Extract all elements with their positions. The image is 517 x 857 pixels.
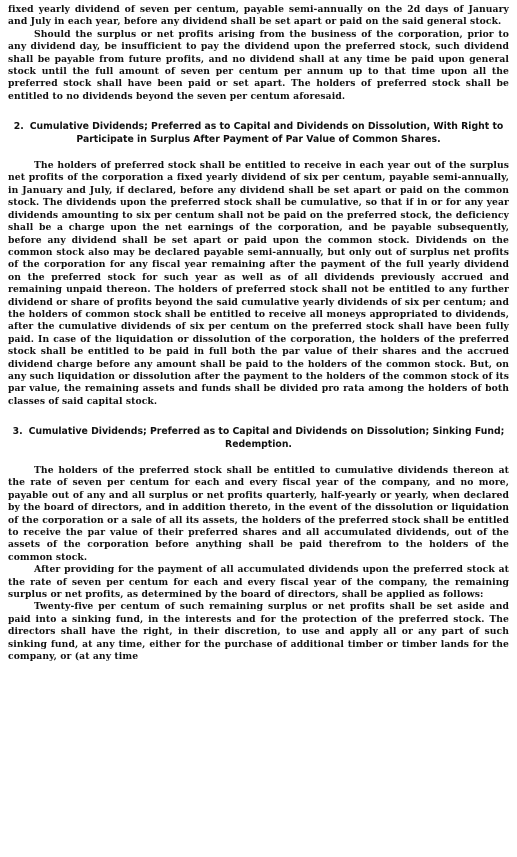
paragraph: Should the surplus or net profits arising from the business of the corporation, prior to any dividend day, be insufficient to pay the dividend upon the preferred stock, such dividend shall be payable from future profits, and no dividend shall at any time be paid upon general stock until the full amount of seven per centum per annum up to that time upon all the preferred stock shall have been paid or set apart. The holders of preferred stock shall be entitled to no dividends beyond the seven per centum aforesaid. — [8, 28, 509, 102]
section-title: Cumulative Dividends; Preferred as to Capital and Dividends on Dissolution, With Right to Participate in Surplus After Payment of Par Value of Common Shares. — [29, 121, 504, 145]
paragraph: fixed yearly dividend of seven per centum, payable semi-annually on the 2d days of January and July in each year, before any dividend shall be set apart or paid on the said general stock. — [8, 4, 509, 28]
section-number: 3. — [12, 426, 23, 438]
paragraph: The holders of the preferred stock shall be entitled to cumulative dividends thereon at the rate of seven per centum for each and every fiscal year of the company, and no more, payable out of any and all surplus or net profits quarterly, half-yearly or yearly, when declared by the board of directors, and in addition thereto, in the event of the dissolution or liquidation of the corporation or a sale of all its assets, the holders of the preferred stock shall be entitled to receive the par value of their preferred shares and all accumulated dividends, out of the assets of the corporation before anything shall be paid therefrom to the holders of the common stock. — [8, 465, 509, 563]
paragraph: After providing for the payment of all accumulated dividends upon the preferred stock at the rate of seven per centum for each and every fiscal year of the company, the remaining surplus or net profits, as determined by the board of directors, shall be applied as follows: — [8, 564, 509, 601]
section-heading — [8, 426, 509, 451]
paragraph: The holders of preferred stock shall be entitled to receive in each year out of the surplus net profits of the corporation a fixed yearly dividend of six per centum, payable semi-annually, in January and July, if declared, before any dividend shall be set apart or paid on the common stock. The dividends upon the preferred stock shall be cumulative, so that if in or for any year dividends amounting to six per centum shall not be paid on the preferred stock, the deficiency shall be a charge upon the net earnings of the corporation, and be payable subsequently, before any dividend shall be set apart or paid upon the common stock. Dividends on the common stock also may be declared payable semi-annually, but only out of surplus net profits of the corporation for any fiscal year remaining after the payment of the full yearly dividend on the preferred stock for such year as well as of all dividends previously accrued and remaining unpaid thereon. The holders of preferred stock shall not be entitled to any further dividend or share of profits beyond the said cumulative yearly dividends of six per centum; and the holders of common stock shall be entitled to receive all moneys appropriated to dividends, after the cumulative dividends of six per centum on the preferred stock shall have been fully paid. In case of the liquidation or dissolution of the corporation, the holders of the preferred stock shall be entitled to be paid in full both the par value of their shares and the accrued dividend charge before any amount shall be paid to the holders of the common stock. But, on any such liquidation or dissolution after the payment to the holders of the common stock of its par value, the remaining assets and funds shall be divided pro rata among the holders of both classes of said capital stock. — [8, 160, 509, 407]
section-title: Cumulative Dividends; Preferred as to Capital and Dividends on Dissolution; Sinking Fund; Redemption. — [28, 426, 505, 450]
paragraph: Twenty-five per centum of such remaining surplus or net profits shall be set aside and paid into a sinking fund, in the interests and for the protection of the preferred stock. The directors shall have the right, in their discretion, to use and apply all or any part of such sinking fund, at any time, either for the purchase of additional timber or timber lands for the company, or (at any time — [8, 601, 509, 663]
section-number: 2. — [13, 121, 24, 133]
section-heading — [8, 121, 509, 146]
